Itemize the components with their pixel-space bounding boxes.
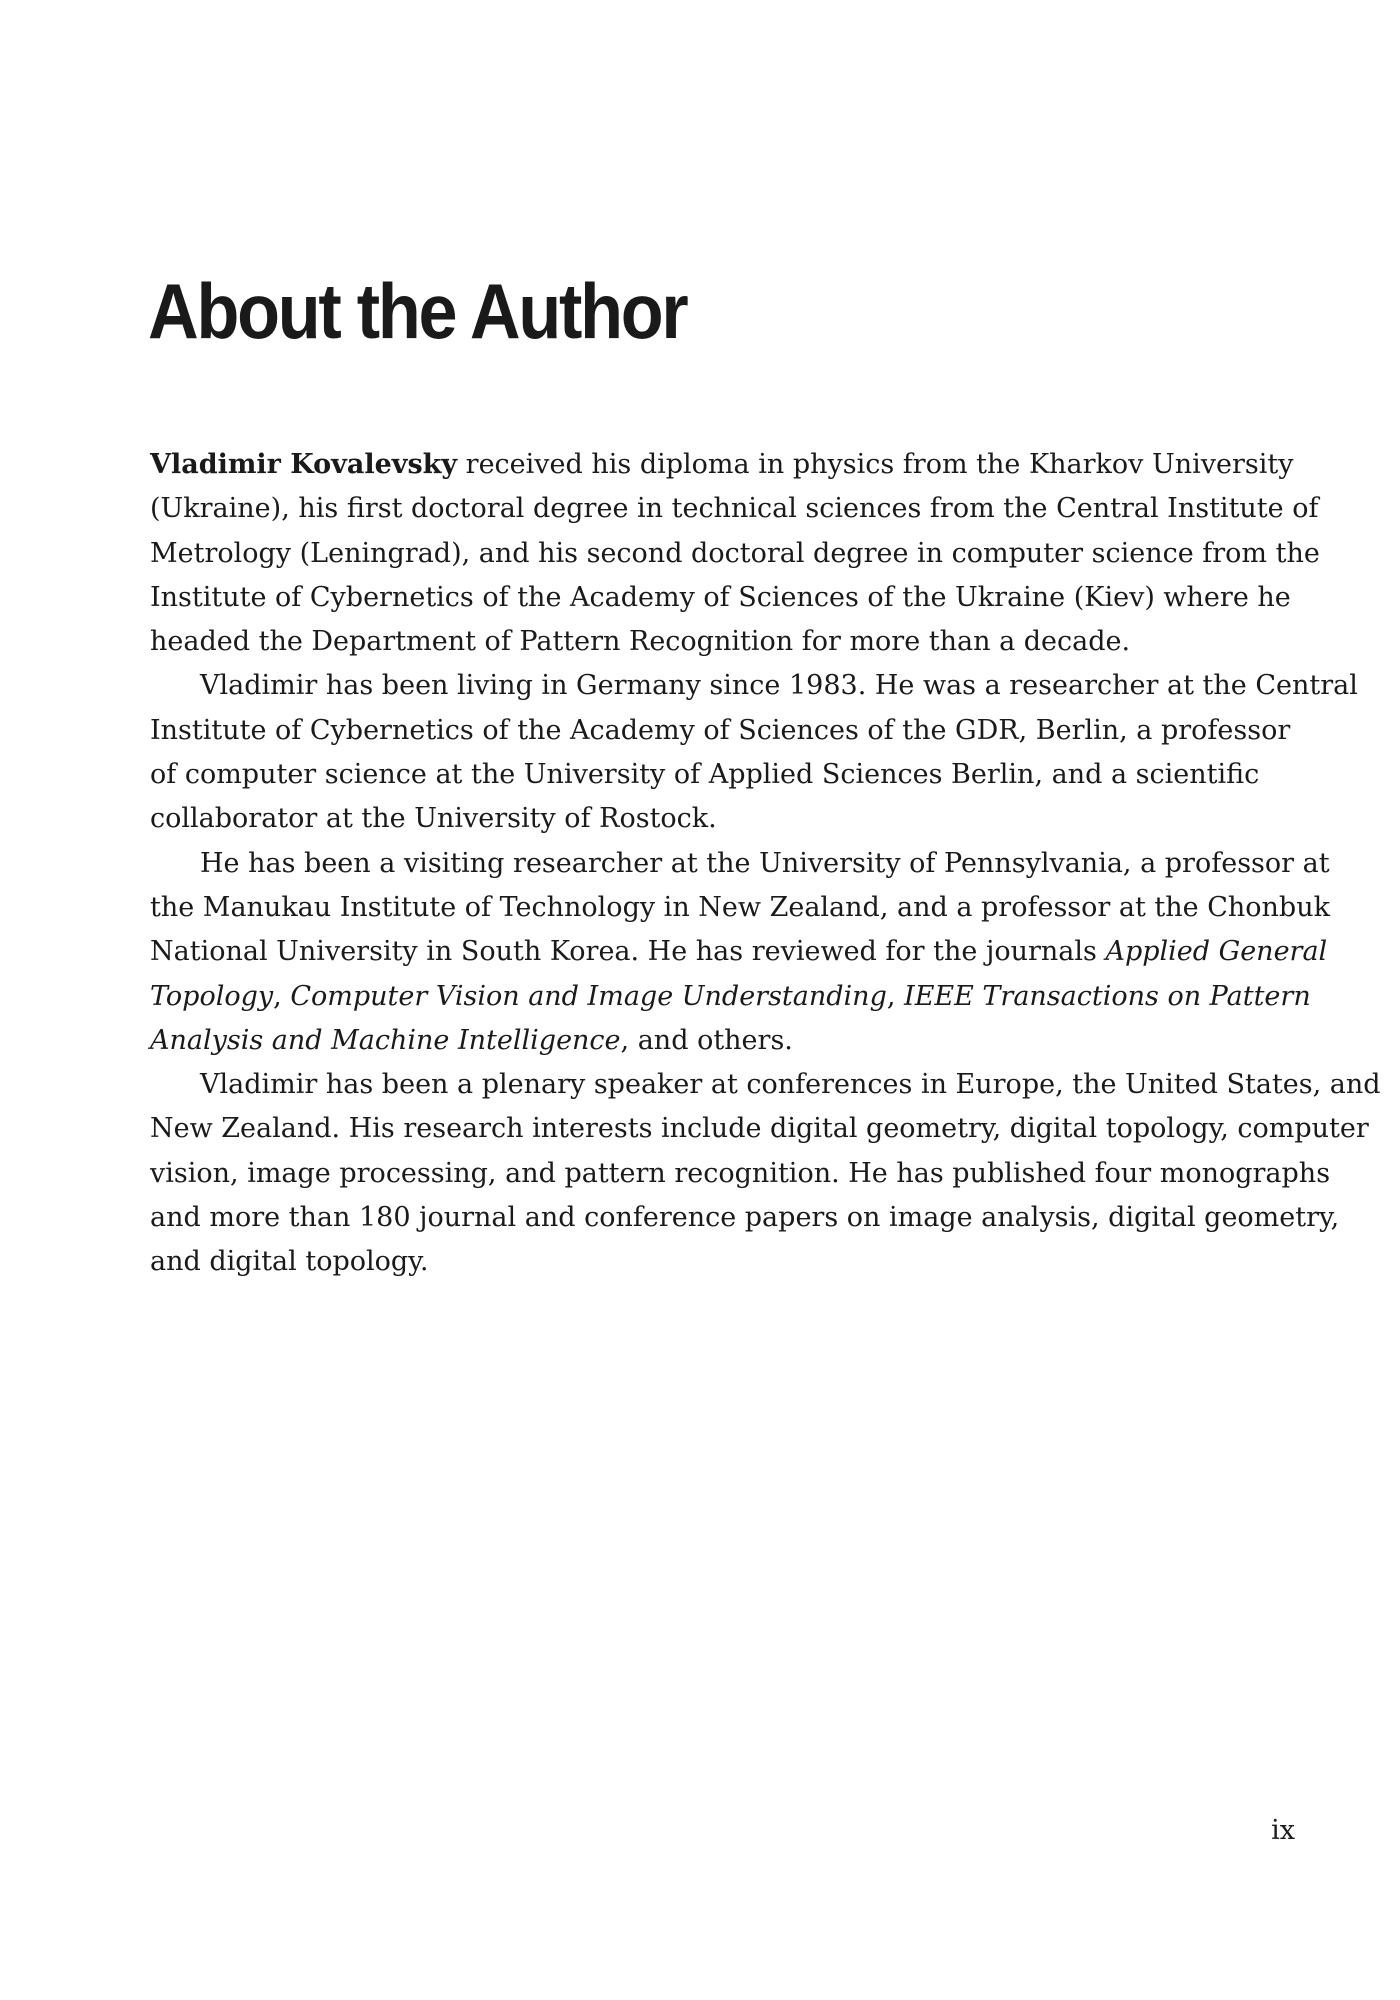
page-title: About the Author xyxy=(148,267,687,355)
bio-paragraph-1-line-1 xyxy=(150,443,1300,487)
bio-paragraph-3-tail: , and others. xyxy=(620,1024,793,1056)
bio-paragraph-3 xyxy=(150,842,1330,1063)
bio-paragraph-4-line-2: New Zealand. His research interests include digital geometry, digital topology, computer xyxy=(150,1113,1369,1145)
bio-paragraph-4-line-3: vision, image processing, and pattern recognition. He has published four monographs xyxy=(150,1157,1331,1189)
page-number: ix xyxy=(1271,1815,1295,1846)
journal-title-applied-general-topology-part-2: Topology xyxy=(150,980,274,1012)
journal-title-ieee-pami-part-2: Analysis and Machine Intelligence xyxy=(150,1024,621,1056)
bio-paragraph-1-line-3: Metrology (Leningrad), and his second doctoral degree in computer science from the xyxy=(150,537,1320,569)
bio-paragraph-2-line-1: Vladimir has been living in Germany since 1983. He was a researcher at the Central xyxy=(200,670,1358,702)
journal-title-applied-general-topology-part-1: Applied General xyxy=(1105,936,1328,968)
bio-paragraph-4-line-4: and more than 180 journal and conference papers on image analysis, digital geometry, xyxy=(150,1202,1340,1234)
bio-paragraph-1-line-5: headed the Department of Pattern Recognition for more than a decade. xyxy=(150,626,1131,658)
bio-paragraph-1-line-1-text: received his diploma in physics from the Kharkov University xyxy=(457,449,1294,480)
bio-paragraph-1-line-2: (Ukraine), his first doctoral degree in technical sciences from the Central Institute of xyxy=(150,493,1319,525)
journal-title-computer-vision: Computer Vision and Image Understanding xyxy=(290,980,887,1012)
bio-paragraph-4 xyxy=(150,1063,1381,1284)
bio-paragraph-2-line-2: Institute of Cybernetics of the Academy of Sciences of the GDR, Berlin, a professor xyxy=(150,714,1291,746)
bio-paragraph-4-line-5: and digital topology. xyxy=(150,1246,429,1278)
bio-paragraph-1-line-4: Institute of Cybernetics of the Academy of Sciences of the Ukraine (Kiev) where he xyxy=(150,581,1291,613)
bio-paragraph-3-line-5 xyxy=(150,1019,1300,1063)
journal-separator: , xyxy=(886,980,905,1012)
journal-separator: , xyxy=(273,980,291,1012)
bio-paragraph-3-line-2: the Manukau Institute of Technology in New Zealand, and a professor at the Chonbuk xyxy=(150,891,1330,923)
author-name: Vladimir Kovalevsky xyxy=(150,449,458,480)
bio-paragraph-2-line-4: collaborator at the University of Rostock. xyxy=(150,803,717,835)
journal-title-ieee-pami-part-1: IEEE Transactions on Pattern xyxy=(904,980,1311,1012)
bio-paragraph-3-line-4 xyxy=(150,975,1311,1019)
bio-paragraph-4-line-1: Vladimir has been a plenary speaker at conferences in Europe, the United States, and xyxy=(200,1069,1381,1101)
author-bio xyxy=(150,443,1381,1285)
bio-paragraph-3-line-3 xyxy=(150,930,1328,974)
bio-paragraph-3-line-3-text: National University in South Korea. He has reviewed for the journals xyxy=(150,936,1106,968)
bio-paragraph-2 xyxy=(150,664,1358,841)
bio-paragraph-2-line-3: of computer science at the University of Applied Sciences Berlin, and a scientific xyxy=(150,759,1260,791)
bio-paragraph-1 xyxy=(150,443,1320,664)
bio-paragraph-3-line-1: He has been a visiting researcher at the University of Pennsylvania, a professor at xyxy=(200,847,1330,879)
